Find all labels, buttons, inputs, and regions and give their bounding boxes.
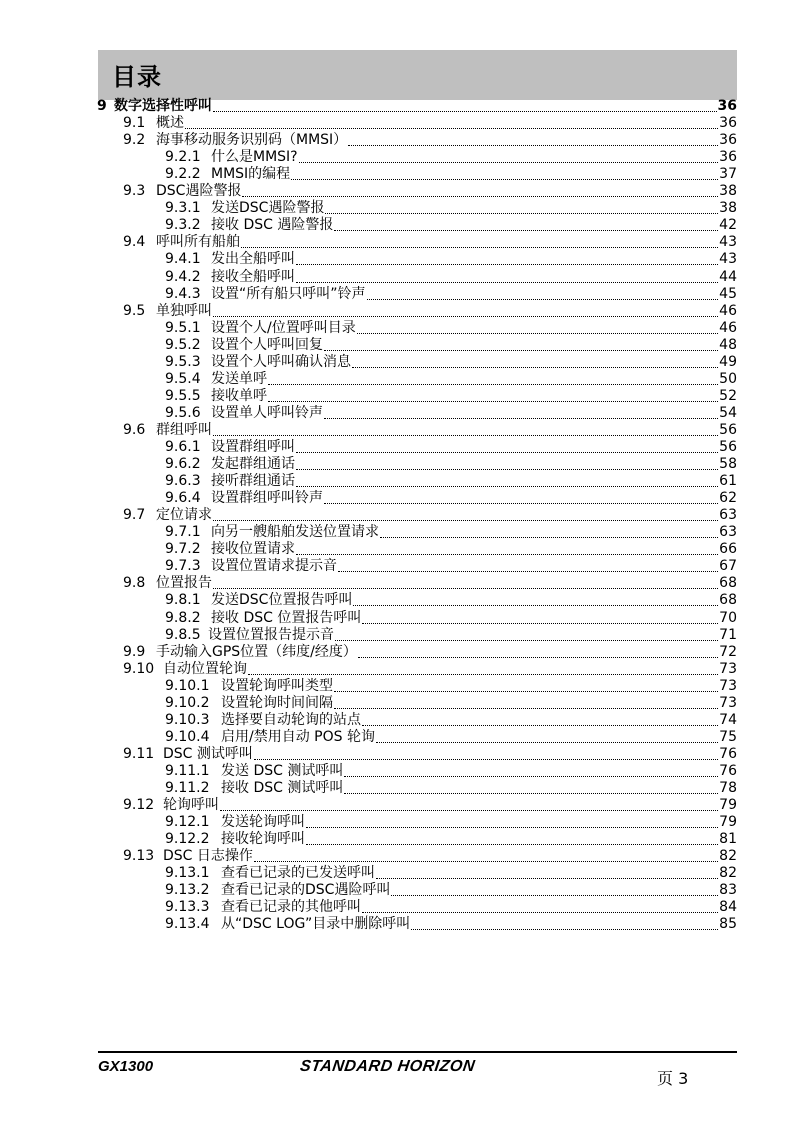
toc-dot-leader [296,451,718,453]
toc-entry-number: 9.5.5 [165,387,201,404]
toc-entry[interactable] [165,286,737,303]
footer-divider [98,1051,737,1053]
toc-entry-title: 概述 [156,115,184,132]
toc-entry[interactable] [165,558,737,575]
toc-entry-number: 9.6.3 [165,473,201,490]
toc-entry-page: 67 [719,558,737,575]
toc-entry[interactable] [165,388,737,405]
toc-entry-title: 发送单呼 [211,370,267,387]
toc-entry-page: 61 [719,473,737,490]
toc-entry-page: 52 [719,387,737,404]
toc-dot-leader [367,298,719,300]
footer-brand-logo: STANDARD HORIZON [298,1058,477,1075]
toc-entry-number: 9.12.1 [165,814,210,831]
toc-entry[interactable] [165,217,737,234]
toc-entry-page: 83 [719,882,737,899]
toc-entry[interactable] [165,200,737,217]
toc-entry-number: 9.12.2 [165,831,210,848]
toc-entry-title: MMSI的编程 [211,166,291,183]
toc-entry-number: 9.13.2 [165,882,210,899]
toc-dot-leader [185,127,718,129]
toc-entry-page: 73 [719,660,737,677]
toc-entry-number: 9.7 [123,507,146,524]
toc-entry-title: 设置群组呼叫 [211,439,295,455]
header-band [98,50,737,100]
toc-dot-leader [358,656,718,658]
toc-entry-title: 设置群组呼叫铃声 [211,490,323,507]
toc-entry[interactable] [123,422,737,439]
toc-entry[interactable] [165,439,737,456]
toc-dot-leader [242,195,718,197]
toc-entry-number: 9.10.3 [165,711,210,728]
toc-entry-page: 75 [719,728,737,745]
toc-entry[interactable] [165,678,737,695]
toc-entry-number: 9.8 [123,575,146,592]
toc-entry-number: 9.6.2 [165,456,201,473]
toc-entry-page: 63 [719,524,737,541]
toc-dot-leader [348,144,718,146]
toc-entry-title: 数字选择性呼叫 [114,98,212,114]
toc-entry-number: 9.6 [123,421,146,438]
toc-entry-title: 轮询呼叫 [163,797,219,814]
toc-entry-number: 9.10 [123,660,155,677]
toc-dot-leader [213,587,718,589]
toc-dot-leader [362,911,718,913]
toc-entry-number: 9.5.6 [165,404,201,421]
toc-entry[interactable] [165,695,737,712]
toc-entry[interactable] [123,575,737,592]
toc-entry-title: 查看已记录的DSC遇险呼叫 [221,882,391,899]
toc-dot-leader [299,161,719,163]
toc-entry-title: 设置个人呼叫确认消息 [211,353,351,370]
toc-entry-title: 什么是MMSI? [211,149,298,166]
toc-entry-title: DSC遇险警报 [156,183,242,200]
toc-entry-page: 76 [719,745,737,762]
toc-dot-leader [248,673,718,675]
toc-entry-number: 9.1 [123,115,146,132]
toc-entry-title: DSC 测试呼叫 [163,745,253,762]
toc-entry-number: 9.11 [123,745,155,762]
toc-entry-number: 9.7.2 [165,541,201,558]
toc-dot-leader [220,809,718,811]
toc-entry-title: 设置个人呼叫回复 [211,336,323,353]
toc-entry-title: 从“DSC LOG”目录中删除呼叫 [221,916,411,933]
toc-dot-leader [213,110,717,112]
toc-entry-title: 定位请求 [156,507,212,524]
toc-entry[interactable] [165,865,737,882]
toc-entry-number: 9.5 [123,302,146,319]
toc-entry-number: 9.10.4 [165,728,210,745]
toc-entry[interactable] [165,320,737,337]
toc-entry-page: 44 [719,268,737,285]
toc-entry-page: 78 [719,780,737,796]
toc-entry[interactable] [165,456,737,473]
toc-entry[interactable] [165,729,737,746]
toc-dot-leader [334,707,718,709]
toc-entry-title: 向另一艘船舶发送位置请求 [211,524,379,541]
toc-dot-leader [296,468,718,470]
toc-entry[interactable] [165,473,737,490]
toc-entry-number: 9.11.1 [165,762,210,779]
toc-entry[interactable] [165,524,737,541]
toc-entry-title: 发出全船呼叫 [211,251,295,268]
toc-entry-number: 9.6.4 [165,490,201,507]
toc-entry-title: 查看已记录的其他呼叫 [221,899,361,916]
toc-entry[interactable] [123,183,737,200]
toc-entry-title: 群组呼叫 [156,421,212,438]
toc-entry-title: 位置报告 [156,575,212,592]
toc-dot-leader [213,519,718,521]
toc-entry[interactable] [165,405,737,422]
toc-dot-leader [353,604,718,606]
toc-dot-leader [306,843,718,845]
toc-entry-title: 发送DSC位置报告呼叫 [211,592,353,609]
toc-entry-page: 79 [719,797,737,814]
toc-entry[interactable] [165,354,737,371]
page-title: 目录 [112,63,162,91]
toc-dot-leader [254,758,718,760]
toc-dot-leader [376,741,718,743]
toc-entry-number: 9.3 [123,183,146,200]
toc-entry-title: 设置单人呼叫铃声 [211,404,323,421]
toc-entry-number: 9.13.1 [165,865,210,882]
toc-entry[interactable] [165,541,737,558]
toc-entry-number: 9.8.1 [165,592,201,609]
toc-entry-page: 79 [719,814,737,831]
toc-entry-page: 58 [719,456,737,473]
toc-entry-page: 56 [719,439,737,455]
toc-entry-page: 36 [719,132,737,149]
toc-entry-number: 9.11.2 [165,780,210,796]
toc-entry-page: 43 [719,251,737,268]
toc-entry-title: 接收全船呼叫 [211,268,295,285]
toc-entry[interactable] [165,371,737,388]
toc-entry-title: 启用/禁用自动 POS 轮询 [221,728,375,745]
toc-entry-page: 73 [719,694,737,711]
toc-dot-leader [334,690,718,692]
toc-entry-number: 9.3.2 [165,217,201,234]
toc-entry-page: 36 [719,149,737,166]
toc-entry-title: 接听群组通话 [211,473,295,490]
toc-entry[interactable] [165,763,737,780]
toc-entry-page: 54 [719,404,737,421]
toc-entry-number: 9.7.1 [165,524,201,541]
toc-entry-title: 发送DSC遇险警报 [211,200,325,217]
toc-entry[interactable] [123,132,737,149]
toc-entry-title: 发起群组通话 [211,456,295,473]
toc-entry-title: DSC 日志操作 [163,848,253,865]
toc-entry-title: 呼叫所有船舶 [156,234,240,251]
toc-entry-number: 9.2.1 [165,149,201,166]
toc-entry-page: 37 [719,166,737,183]
toc-entry-number: 9.4.3 [165,285,201,302]
toc-entry-page: 36 [717,98,737,114]
toc-dot-leader [213,434,718,436]
toc-entry[interactable] [165,627,737,644]
toc-entry-page: 48 [719,336,737,353]
toc-entry-page: 46 [719,319,737,336]
toc-entry[interactable] [165,814,737,831]
toc-entry-page: 63 [719,507,737,524]
toc-entry[interactable] [123,661,737,678]
toc-entry-page: 42 [719,217,737,234]
toc-entry[interactable] [97,98,737,115]
toc-dot-leader [324,502,718,504]
toc-dot-leader [291,178,718,180]
toc-entry-title: 接收 DSC 遇险警报 [211,217,334,234]
toc-entry-number: 9.5.1 [165,319,201,336]
toc-dot-leader [296,553,718,555]
toc-entry[interactable] [165,899,737,916]
toc-entry-title: 设置轮询时间间隔 [221,694,333,711]
toc-entry-title: 接收 DSC 位置报告呼叫 [211,609,362,626]
toc-entry-page: 82 [719,848,737,865]
footer-page-number: 页 3 [657,1069,689,1088]
toc-dot-leader [306,826,718,828]
toc-entry-title: 接收单呼 [211,387,267,404]
toc-entry-page: 84 [719,899,737,916]
toc-entry-number: 9.5.2 [165,336,201,353]
toc-entry[interactable] [165,712,737,729]
toc-entry-page: 73 [719,677,737,694]
toc-dot-leader [335,639,718,641]
toc-dot-leader [254,860,718,862]
toc-dot-leader [324,417,718,419]
toc-entry[interactable] [123,115,737,132]
toc-entry-title: 单独呼叫 [156,302,212,319]
toc-dot-leader [338,570,718,572]
toc-dot-leader [362,724,718,726]
toc-entry-number: 9.10.1 [165,677,210,694]
toc-entry[interactable] [165,251,737,268]
toc-dot-leader [344,792,718,794]
toc-entry-page: 38 [719,200,737,217]
toc-entry-title: 接收 DSC 测试呼叫 [221,780,344,796]
toc-entry-page: 82 [719,865,737,882]
toc-entry-page: 74 [719,711,737,728]
toc-entry-title: 发送轮询呼叫 [221,814,305,831]
toc-entry-title: 手动输入GPS位置（纬度/经度） [156,643,357,660]
toc-entry[interactable] [165,610,737,627]
toc-entry-page: 36 [719,115,737,132]
toc-dot-leader [213,315,718,317]
toc-entry-title: 接收位置请求 [211,541,295,558]
toc-entry-number: 9.9 [123,643,146,660]
toc-entry-title: 设置位置报告提示音 [208,626,334,643]
toc-entry[interactable] [165,490,737,507]
toc-entry[interactable] [123,746,737,763]
toc-entry-number: 9.4.2 [165,268,201,285]
toc-entry-page: 38 [719,183,737,200]
toc-dot-leader [362,622,718,624]
toc-entry[interactable] [165,149,737,166]
toc-entry[interactable] [165,269,737,286]
toc-dot-leader [376,877,718,879]
toc-entry-page: 66 [719,541,737,558]
toc-entry-number: 9.5.3 [165,353,201,370]
toc-entry-number: 9.12 [123,797,155,814]
toc-entry-number: 9.2.2 [165,166,201,183]
toc-entry-title: 设置“所有船只呼叫”铃声 [211,285,366,302]
toc-entry-number: 9.6.1 [165,439,201,455]
toc-entry-number: 9.13.4 [165,916,210,933]
toc-entry-page: 70 [719,609,737,626]
toc-entry[interactable] [165,592,737,609]
toc-entry-number: 9.8.2 [165,609,201,626]
toc-entry-page: 71 [719,626,737,643]
toc-entry[interactable] [165,166,737,183]
toc-entry-page: 85 [719,916,737,933]
toc-entry-number: 9.4.1 [165,251,201,268]
toc-dot-leader [241,246,718,248]
toc-dot-leader [380,536,718,538]
toc-entry[interactable] [123,234,737,251]
toc-dot-leader [344,775,718,777]
toc-entry-page: 72 [719,643,737,660]
toc-dot-leader [324,349,718,351]
toc-entry[interactable] [123,303,737,320]
toc-entry-title: 发送 DSC 测试呼叫 [221,762,344,779]
toc-entry-title: 设置个人/位置呼叫目录 [211,319,356,336]
toc-dot-leader [411,928,718,930]
toc-entry-number: 9.2 [123,132,146,149]
toc-entry-page: 68 [719,575,737,592]
toc-dot-leader [268,400,718,402]
toc-entry-number: 9.4 [123,234,146,251]
toc-entry[interactable] [165,916,737,933]
toc-entry-number: 9.3.1 [165,200,201,217]
toc-entry-title: 自动位置轮询 [163,660,247,677]
toc-entry-page: 68 [719,592,737,609]
toc-entry-page: 45 [719,285,737,302]
toc-dot-leader [296,485,718,487]
toc-entry-page: 43 [719,234,737,251]
toc-entry-title: 选择要自动轮询的站点 [221,711,361,728]
toc-entry-title: 接收轮询呼叫 [221,831,305,848]
toc-dot-leader [325,212,718,214]
toc-dot-leader [296,281,718,283]
toc-entry[interactable] [165,831,737,848]
toc-dot-leader [268,383,718,385]
toc-entry[interactable] [165,780,737,797]
toc-entry[interactable] [123,848,737,865]
toc-entry[interactable] [123,507,737,524]
toc-entry-number: 9.8.5 [165,626,201,643]
toc-entry[interactable] [123,644,737,661]
toc-dot-leader [296,263,718,265]
toc-entry-page: 62 [719,490,737,507]
toc-entry-page: 49 [719,353,737,370]
toc-dot-leader [357,332,718,334]
toc-entry-page: 81 [719,831,737,848]
toc-entry-page: 76 [719,762,737,779]
toc-entry-title: 海事移动服务识别码（MMSI） [156,132,348,149]
toc-dot-leader [391,894,718,896]
toc-entry[interactable] [165,337,737,354]
toc-entry-page: 46 [719,302,737,319]
toc-dot-leader [334,229,718,231]
toc-entry-number: 9.13.3 [165,899,210,916]
footer-model: GX1300 [98,1058,154,1075]
toc-entry-number: 9.5.4 [165,370,201,387]
toc-entry-title: 设置轮询呼叫类型 [221,677,333,694]
toc-entry-number: 9.13 [123,848,155,865]
toc-dot-leader [352,366,718,368]
toc-entry-title: 设置位置请求提示音 [211,558,337,575]
toc-entry-number: 9.10.2 [165,694,210,711]
toc-entry-title: 查看已记录的已发送呼叫 [221,865,375,882]
toc-entry-number: 9.7.3 [165,558,201,575]
toc-entry-number: 9 [97,98,107,114]
toc-entry[interactable] [123,797,737,814]
toc-entry-page: 50 [719,370,737,387]
toc-entry[interactable] [165,882,737,899]
toc-entry-page: 56 [719,421,737,438]
